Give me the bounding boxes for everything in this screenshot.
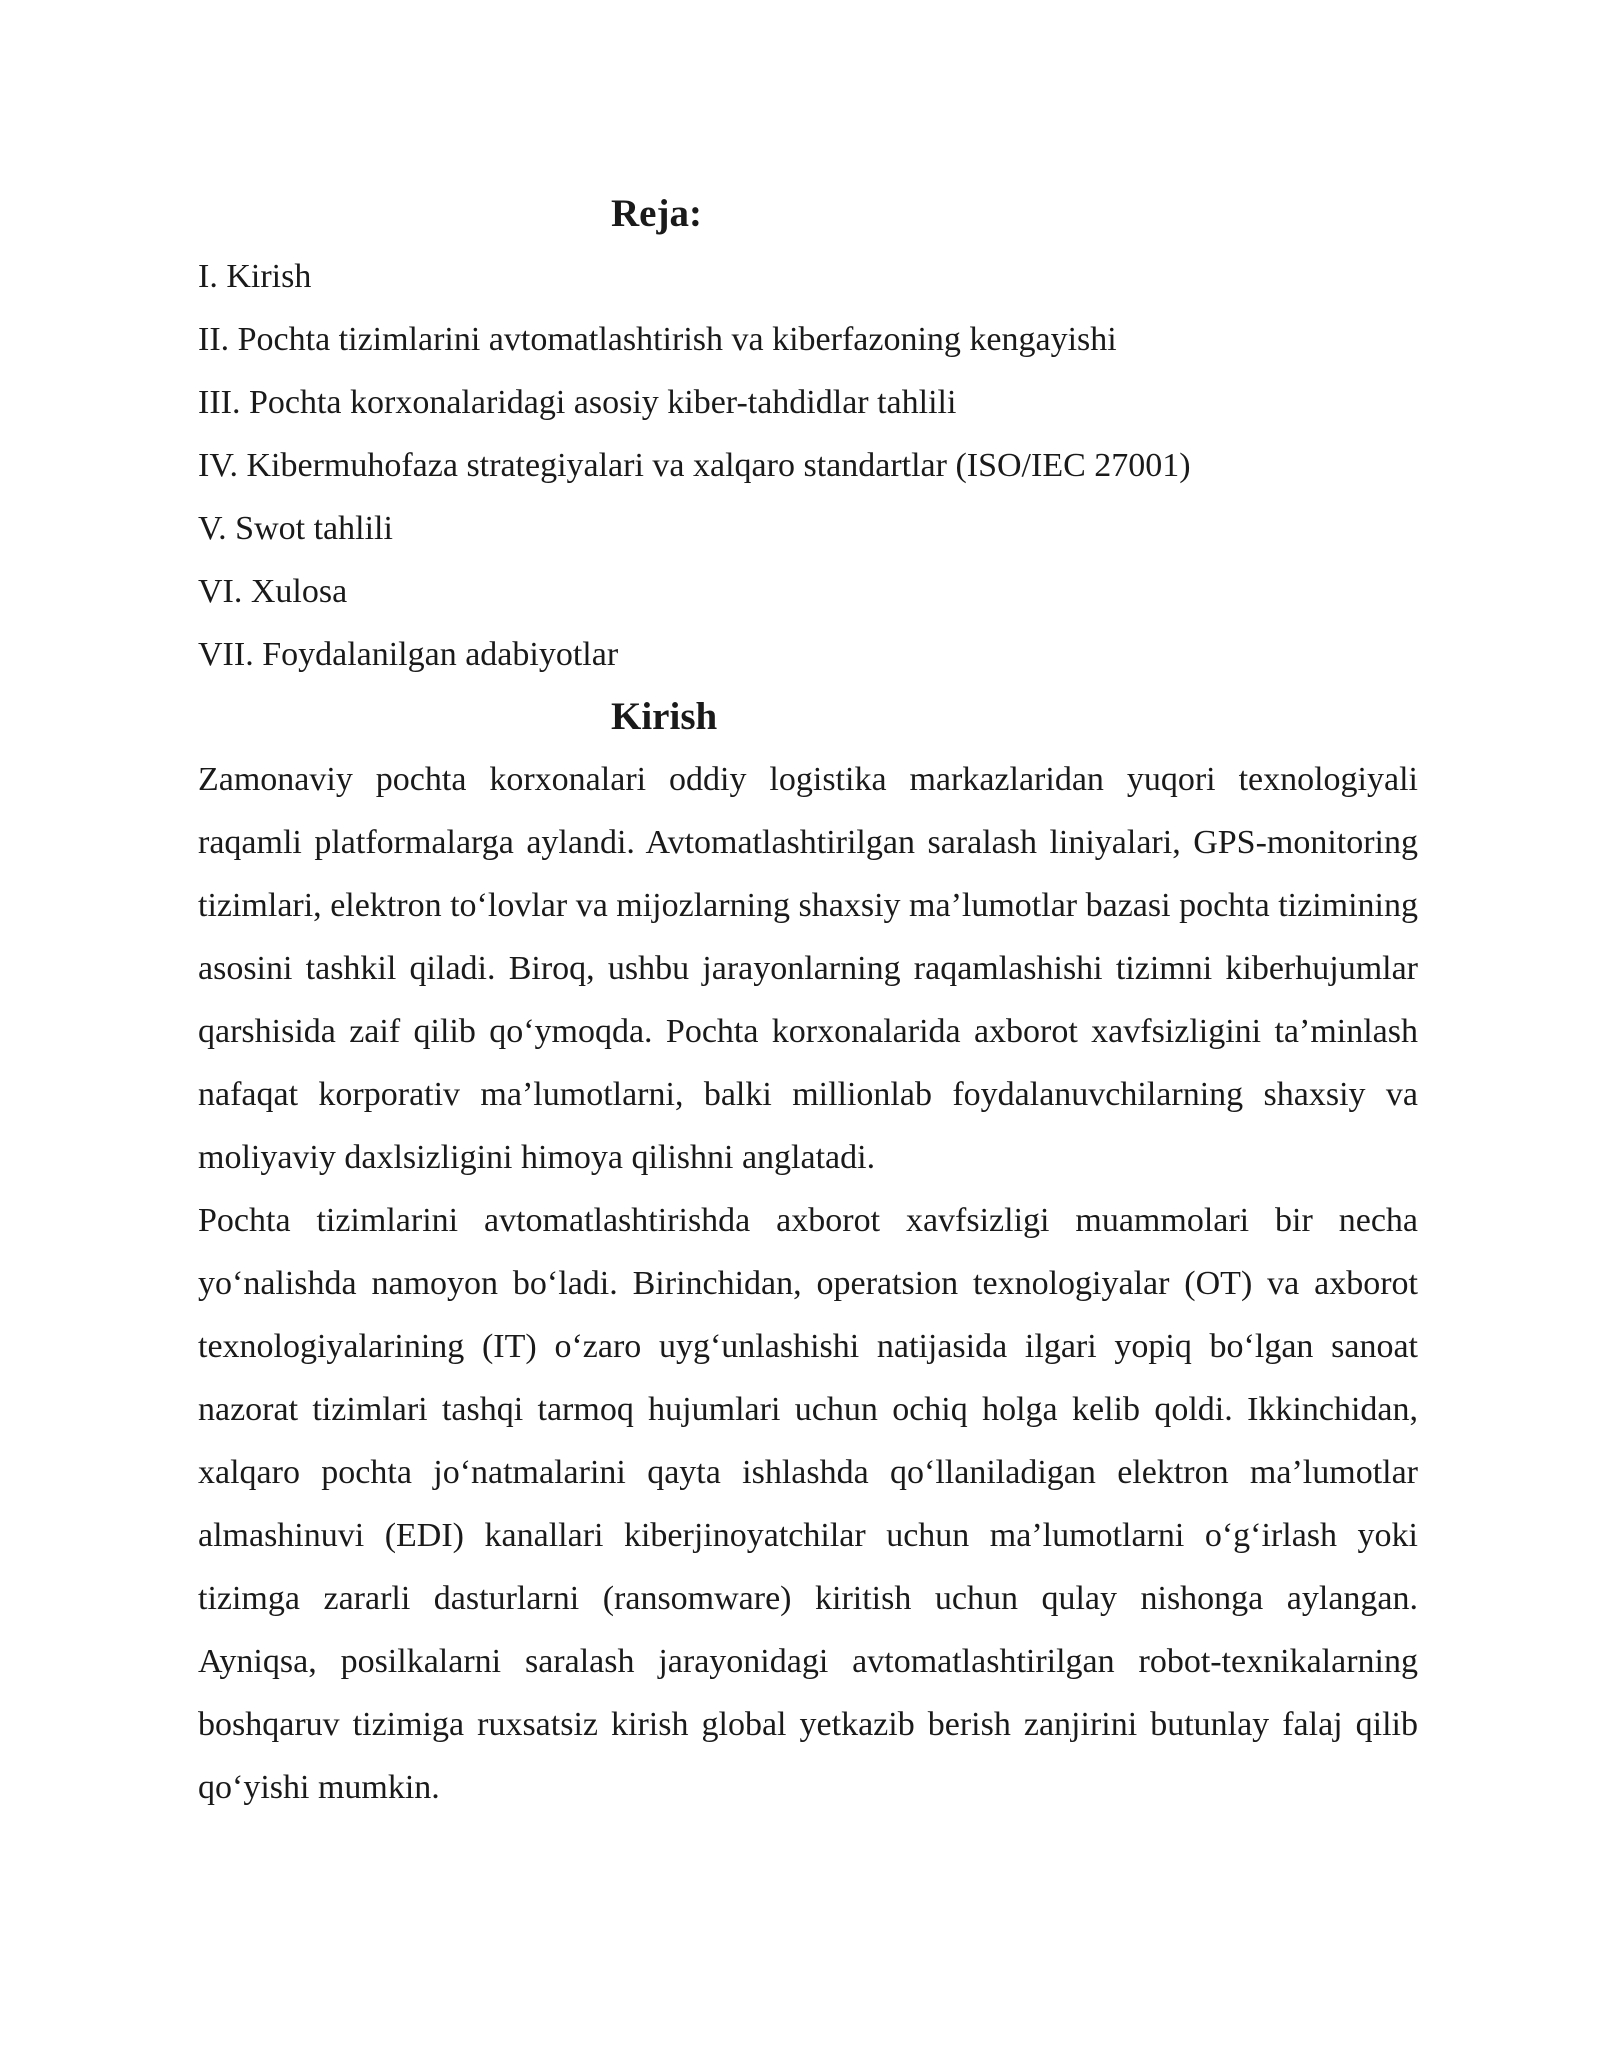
document-content — [198, 183, 1418, 1819]
plan-item-6: VI. Xulosa — [198, 573, 348, 610]
plan-item-2: II. Pochta tizimlarini avtomatlashtirish va kiberfazoning kengayishi — [198, 321, 1117, 358]
plan-item-7: VII. Foydalanilgan adabiyotlar — [198, 636, 619, 673]
intro-title: Kirish — [611, 695, 718, 738]
plan-list — [198, 245, 1418, 686]
plan-item-5: V. Swot tahlili — [198, 510, 393, 547]
intro-paragraph-1: Zamonaviy pochta korxonalari oddiy logistika markazlaridan yuqori texnologiyali raqamli platformalarga aylandi. Avtomatlashtirilgan saralash liniyalari, GPS-monitoring tizimlari, elektron to‘lovlar va mijozlarning shaxsiy ma’lumotlar bazasi pochta tizimining asosini tashkil qiladi. Biroq, ushbu jarayonlarning raqamlashishi tizimni kiberhujumlar qarshisida zaif qilib qo‘ymoqda. Pochta korxonalarida axborot xavfsizligini ta’minlash nafaqat korporativ ma’lumotlarni, balki millionlab foydalanuvchilarning shaxsiy va moliyaviy daxlsizligini himoya qilishni anglatadi. — [198, 761, 1418, 1176]
intro-paragraph-2: Pochta tizimlarini avtomatlashtirishda axborot xavfsizligi muammolari bir necha yo‘nalishda namoyon bo‘ladi. Birinchidan, operatsion texnologiyalar (OT) va axborot texnologiyalarining (IT) o‘zaro uyg‘unlashishi natijasida ilgari yopiq bo‘lgan sanoat nazorat tizimlari tashqi tarmoq hujumlari uchun ochiq holga kelib qoldi. Ikkinchidan, xalqaro pochta jo‘natmalarini qayta ishlashda qo‘llaniladigan elektron ma’lumotlar almashinuvi (EDI) kanallari kiberjinoyatchilar uchun ma’lumotlarni o‘g‘irlash yoki tizimga zararli dasturlarni (ransomware) kiritish uchun qulay nishonga aylangan. Ayniqsa, posilkalarni saralash jarayonidagi avtomatlashtirilgan robot-texnikalarning boshqaruv tizimiga ruxsatsiz kirish global yetkazib berish zanjirini butunlay falaj qilib qo‘yishi mumkin. — [198, 1202, 1418, 1806]
plan-item-1: I. Kirish — [198, 258, 312, 295]
plan-title: Reja: — [611, 192, 702, 235]
plan-item-4: IV. Kibermuhofaza strategiyalari va xalqaro standartlar (ISO/IEC 27001) — [198, 447, 1191, 484]
plan-item-3: III. Pochta korxonalaridagi asosiy kiber-tahdidlar tahlili — [198, 384, 957, 421]
